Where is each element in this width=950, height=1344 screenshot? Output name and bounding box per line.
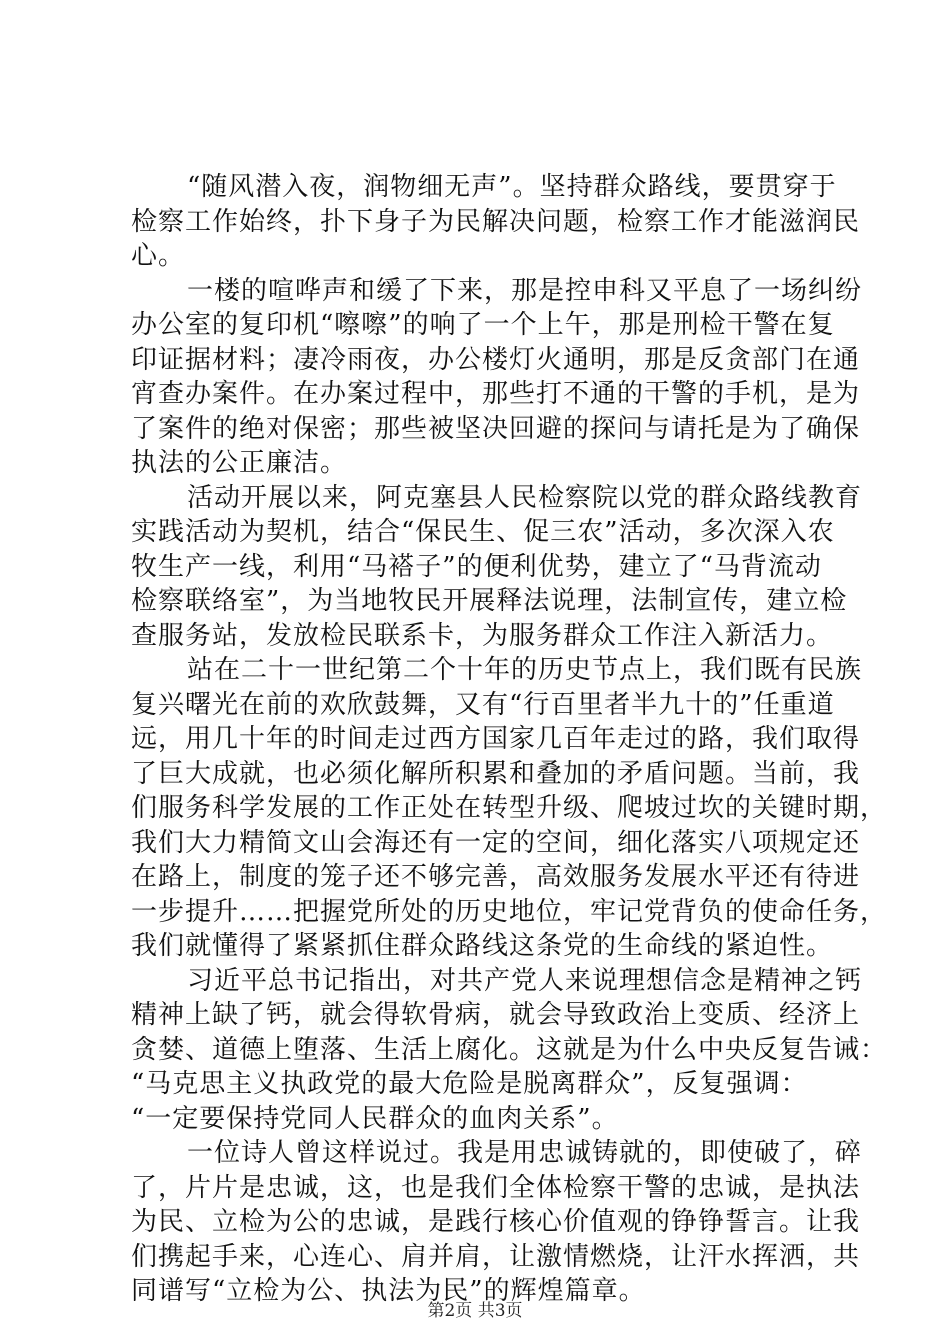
paragraph-line: 们服务科学发展的工作正处在转型升级、爬坡过坎的关键时期， — [131, 793, 888, 823]
paragraph-line: 检察工作始终，扑下身子为民解决问题，检察工作才能滋润民 — [131, 206, 861, 237]
paragraph-line: 了案件的绝对保密；那些被坚决回避的探问与请托是为了确保 — [131, 413, 861, 444]
paragraph-line: 习近平总书记指出，对共产党人来说理想信念是精神之钙 — [187, 965, 863, 996]
paragraph-line: 印证据材料；凄冷雨夜，办公楼灯火通明，那是反贪部门在通 — [131, 344, 861, 375]
paragraph-line: 贪婪、道德上堕落、生活上腐化。这就是为什么中央反复告诫： — [131, 1034, 888, 1065]
paragraph-line: 一位诗人曾这样说过。我是用忠诚铸就的，即使破了，碎 — [187, 1138, 863, 1168]
paragraph-line: 了，片片是忠诚，这，也是我们全体检察干警的忠诚，是执法 — [131, 1172, 861, 1203]
page-number-footer: 第2页 共3页 — [427, 1301, 523, 1321]
paragraph-line: 同谱写“立检为公、执法为民”的辉煌篇章。 — [131, 1276, 646, 1306]
paragraph-line: “一定要保持党同人民群众的血肉关系”。 — [131, 1103, 619, 1134]
paragraph-line: 一步提升……把握党所处的历史地位，牢记党背负的使命任务， — [131, 896, 888, 927]
paragraph-line: 远，用几十年的时间走过西方国家几百年走过的路，我们取得 — [131, 724, 861, 754]
paragraph-line: 精神上缺了钙，就会得软骨病，就会导致政治上变质、经济上 — [131, 1000, 861, 1030]
paragraph-line: 了巨大成就，也必须化解所积累和叠加的矛盾问题。当前，我 — [131, 758, 861, 789]
paragraph-line: 执法的公正廉洁。 — [131, 448, 348, 478]
paragraph-line: 办公室的复印机“嚓嚓”的响了一个上午，那是刑检干警在复 — [131, 310, 835, 340]
paragraph-line: 们携起手来，心连心、肩并肩，让激情燃烧，让汗水挥洒，共 — [131, 1241, 861, 1272]
paragraph-line: 实践活动为契机，结合“保民生、促三农”活动，多次深入农 — [131, 517, 835, 547]
paragraph-line: 牧生产一线，利用“马褡子”的便利优势，建立了“马背流动 — [131, 551, 822, 582]
paragraph-line: 为民、立检为公的忠诚，是践行核心价值观的铮铮誓言。让我 — [131, 1207, 861, 1237]
paragraph-line: 检察联络室”，为当地牧民开展释法说理，法制宣传，建立检 — [131, 586, 848, 616]
paragraph-line: 一楼的喧哗声和缓了下来，那是控申科又平息了一场纠纷 — [187, 275, 863, 306]
paragraph-line: 心。 — [131, 241, 186, 271]
paragraph-line: 宵查办案件。在办案过程中，那些打不通的干警的手机，是为 — [131, 379, 861, 409]
paragraph-line: “马克思主义执政党的最大危险是脱离群众”，反复强调： — [131, 1069, 808, 1099]
paragraph-line: 复兴曙光在前的欢欣鼓舞，又有“行百里者半九十的”任重道 — [131, 689, 835, 720]
paragraph-line: 在路上，制度的笼子还不够完善，高效服务发展水平还有待进 — [131, 862, 861, 892]
paragraph-line: 查服务站，发放检民联系卡，为服务群众工作注入新活力。 — [131, 620, 834, 651]
paragraph-line: 我们大力精简文山会海还有一定的空间，细化落实八项规定还 — [131, 827, 861, 858]
paragraph-line: 我们就懂得了紧紧抓住群众路线这条党的生命线的紧迫性。 — [131, 931, 834, 961]
paragraph-line: 活动开展以来，阿克塞县人民检察院以党的群众路线教育 — [187, 482, 863, 513]
paragraph-line: 站在二十一世纪第二个十年的历史节点上，我们既有民族 — [187, 655, 863, 685]
paragraph-line: “随风潜入夜，润物细无声”。坚持群众路线，要贯穿于 — [187, 172, 837, 202]
